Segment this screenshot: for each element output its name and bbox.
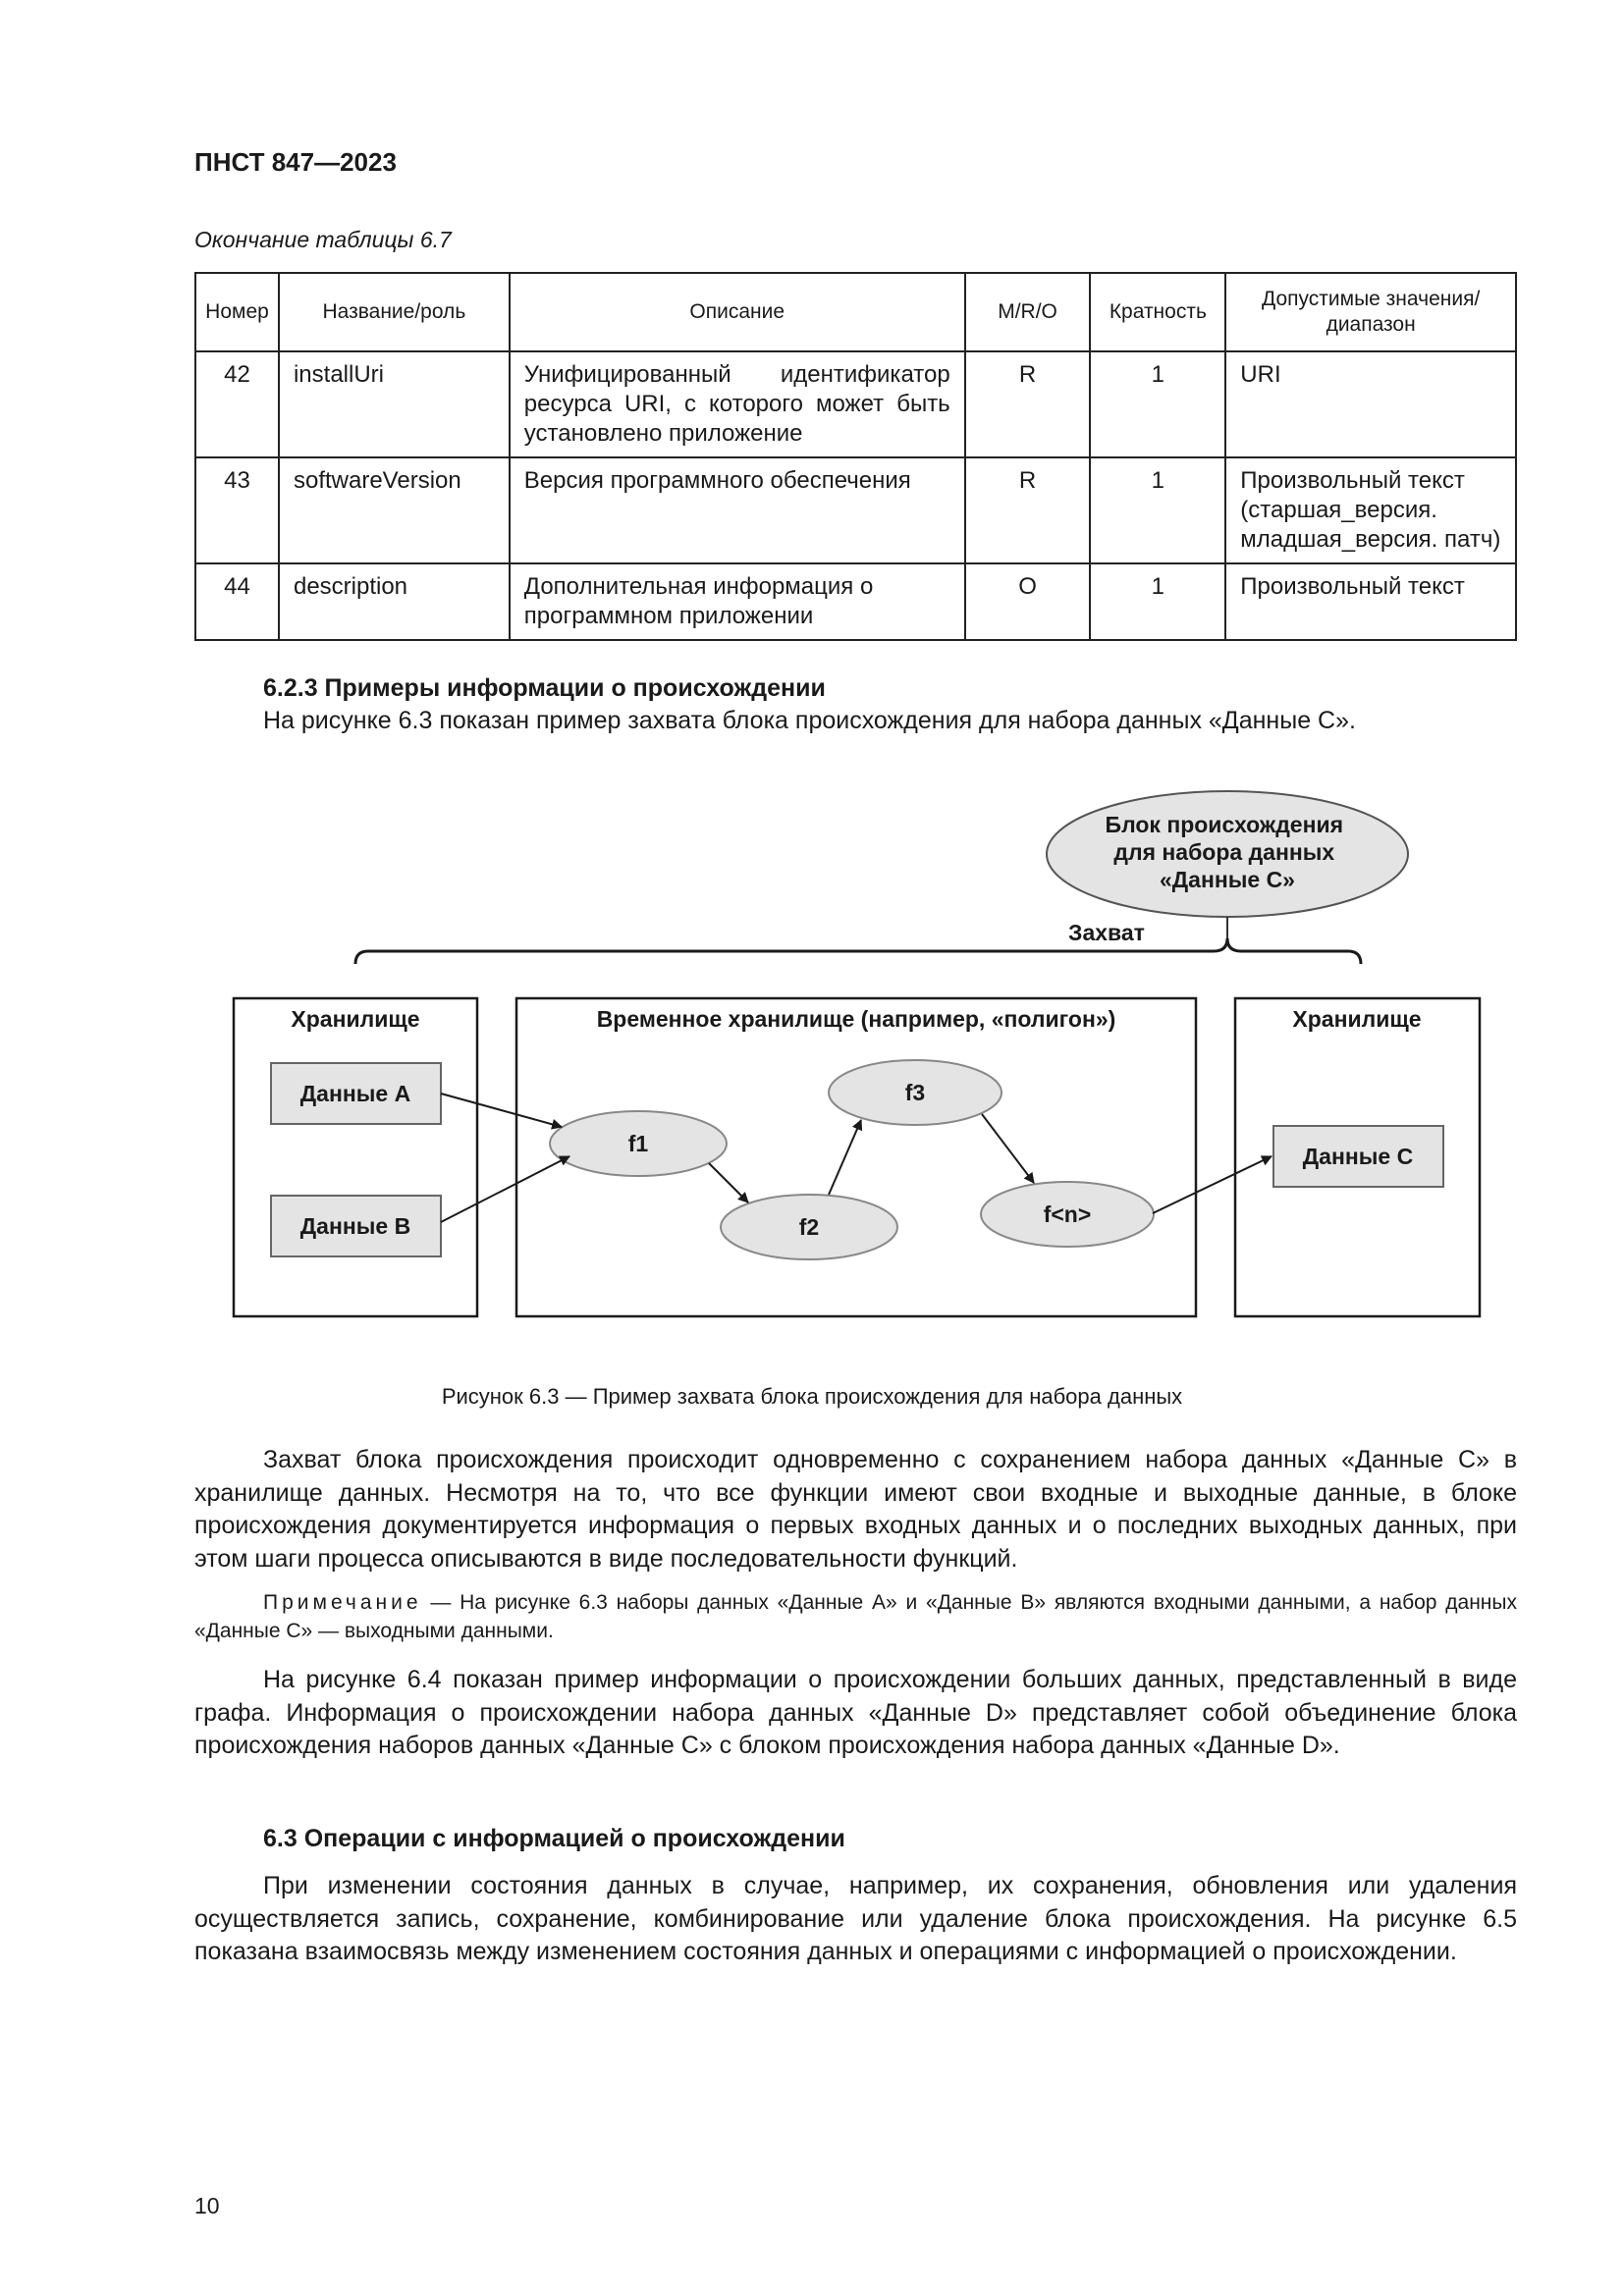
cell-description: Версия программного обеспечения [510, 457, 965, 563]
cell-description: Унифицированный идентификатор ресурса URI, с которого может быть установлено приложение [510, 351, 965, 457]
cell-name: installUri [279, 351, 510, 457]
cell-name: softwareVersion [279, 457, 510, 563]
cell-number: 44 [195, 563, 279, 640]
section-heading-6-3: 6.3 Операции с информацией о происхождении [263, 1825, 845, 1852]
function-f1-label: f1 [627, 1131, 649, 1156]
paragraph: Захват блока происхождения происходит одновременно с сохранением набора данных «Данные C» в хранилище данных. Несмотря на то, что все функции имеют свои входные и выходные данные, в блоке происхождения документируется информация о первых входных данных и о последних выходных данных, при этом шаги процесса описываются в виде последовательности функций. [194, 1446, 1517, 1573]
arrow-data-b-to-f1 [441, 1156, 569, 1222]
cell-name: description [279, 563, 510, 640]
table-row [195, 563, 1516, 640]
figure-caption: Рисунок 6.3 — Пример захвата блока происхождения для набора данных [441, 1384, 1183, 1409]
cell-allowed-values: Произвольный текст (старшая_версия. младшая_версия. патч) [1225, 457, 1516, 563]
storage-left-box [234, 998, 477, 1316]
cell-number: 42 [195, 351, 279, 457]
data-b-label: Данные B [299, 1213, 411, 1239]
note [194, 1588, 1517, 1645]
figure-6-3-diagram [0, 766, 1624, 1335]
storage-left-title: Хранилище [291, 1006, 420, 1032]
cell-multiplicity: 1 [1090, 457, 1225, 563]
col-header-mro: M/R/O [965, 273, 1091, 351]
col-header-description: Описание [510, 273, 965, 351]
cell-number: 43 [195, 457, 279, 563]
arrow-fn-to-data-c [1153, 1156, 1272, 1213]
cell-allowed-values: URI [1225, 351, 1516, 457]
function-f3-label: f3 [904, 1080, 926, 1105]
arrow-f1-to-f2 [709, 1163, 748, 1202]
figure-intro-text: На рисунке 6.3 показан пример захвата блока происхождения для набора данных «Данные C». [263, 707, 1356, 734]
paragraph: На рисунке 6.4 показан пример информации о происхождении больших данных, представленный в виде графа. Информация о происхождении набора данных «Данные D» представляет собой объединение блока происхождения наборов данных «Данные C» с блоком происхождения набора данных «Данные D». [194, 1666, 1517, 1759]
table-continuation-title: Окончание таблицы 6.7 [194, 227, 452, 252]
note-label: Примечание [263, 1591, 422, 1614]
cell-mro: R [965, 351, 1091, 457]
capture-label: Захват [1068, 920, 1145, 945]
data-a-label: Данные A [299, 1081, 411, 1106]
cell-allowed-values: Произвольный текст [1225, 563, 1516, 640]
paragraph: При изменении состояния данных в случае, например, их сохранения, обновления или удаления осуществляется запись, сохранение, комбинирование или удаление блока происхождения. На рисунке 6.5 показана взаимосвязь между изменением состояния данных и операциями с информацией о происхождении. [194, 1872, 1517, 1965]
document-id: ПНСТ 847—2023 [194, 147, 397, 177]
table-header-row [195, 273, 1516, 351]
data-c-label: Данные C [1302, 1144, 1414, 1169]
function-fn-label: f<n> [1043, 1201, 1092, 1227]
storage-right-title: Хранилище [1292, 1006, 1422, 1032]
table-row [195, 351, 1516, 457]
temp-storage-title: Временное хранилище (например, «полигон») [596, 1006, 1116, 1032]
cell-description: Дополнительная информация о программном приложении [510, 563, 965, 640]
arrow-f3-to-fn [982, 1114, 1034, 1183]
function-f2-label: f2 [798, 1214, 820, 1240]
col-header-name: Название/роль [279, 273, 510, 351]
col-header-allowed-values: Допустимые значения/ диапазон [1225, 273, 1516, 351]
capture-brace [355, 938, 1361, 964]
table-row [195, 457, 1516, 563]
cell-multiplicity: 1 [1090, 351, 1225, 457]
col-header-number: Номер [195, 273, 279, 351]
note-text: — На рисунке 6.3 наборы данных «Данные A» и «Данные B» являются входными данными, а набор данных «Данные C» — выходными данными. [194, 1591, 1517, 1642]
provenance-block-label: Блок происхождения для набора данных «Данные C» [1105, 812, 1344, 892]
col-header-multiplicity: Кратность [1090, 273, 1225, 351]
table-6-7 [194, 272, 1517, 641]
section-heading-6-2-3: 6.2.3 Примеры информации о происхождении [263, 674, 826, 702]
cell-mro: O [965, 563, 1091, 640]
arrow-data-a-to-f1 [441, 1094, 562, 1127]
arrow-f2-to-f3 [829, 1120, 861, 1195]
cell-mro: R [965, 457, 1091, 563]
cell-multiplicity: 1 [1090, 563, 1225, 640]
page-number: 10 [194, 2193, 220, 2218]
